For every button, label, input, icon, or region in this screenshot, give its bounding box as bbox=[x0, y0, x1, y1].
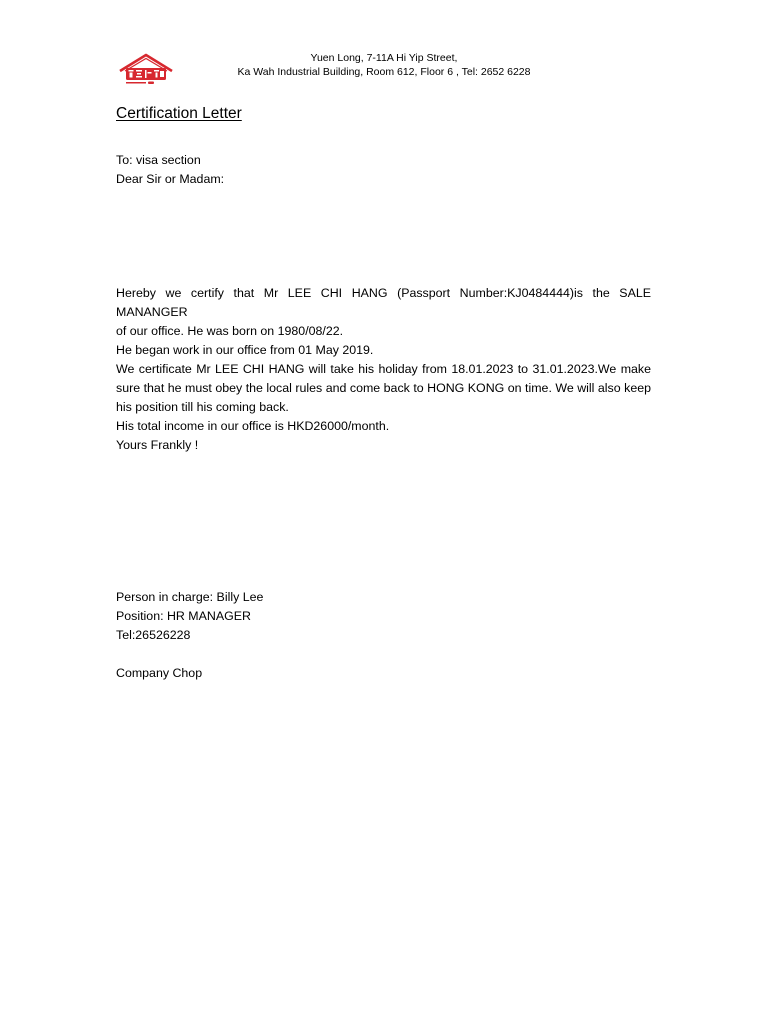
signoff-block bbox=[116, 588, 651, 645]
letter-body bbox=[116, 284, 651, 455]
company-chop-label bbox=[116, 664, 651, 683]
greeting-line: Dear Sir or Madam: bbox=[116, 172, 225, 186]
body-line-7: His total income in our office is HKD26000/month. bbox=[116, 419, 390, 433]
red-house-roof-logo-icon bbox=[117, 52, 175, 88]
company-chop-text: Company Chop bbox=[116, 666, 203, 680]
address-line-1: Yuen Long, 7-11A Hi Yip Street, bbox=[310, 52, 458, 64]
body-line-4: We certificate Mr LEE CHI HANG will take his holiday from 18.01.2023 to 31.01.2023.We make bbox=[116, 362, 651, 376]
letterhead-address bbox=[200, 52, 568, 79]
closing-line: Yours Frankly ! bbox=[116, 438, 199, 452]
body-line-2: of our office. He was born on 1980/08/22. bbox=[116, 324, 344, 338]
address-line-2: Ka Wah Industrial Building, Room 612, Floor 6 , Tel: 2652 6228 bbox=[237, 65, 531, 78]
position-line: Position: HR MANAGER bbox=[116, 609, 251, 623]
letter-title: Certification Letter bbox=[116, 105, 242, 122]
salutation bbox=[116, 151, 651, 189]
tel-line: Tel:26526228 bbox=[116, 628, 191, 642]
body-line-5: sure that he must obey the local rules and come back to HONG KONG on time. We will also keep bbox=[116, 381, 651, 395]
body-line-1: Hereby we certify that Mr LEE CHI HANG (Passport Number:KJ0484444)is the SALE MANANGER bbox=[116, 286, 651, 319]
body-line-6: his position till his coming back. bbox=[116, 400, 289, 414]
body-line-3: He began work in our office from 01 May 2019. bbox=[116, 343, 374, 357]
recipient-line: To: visa section bbox=[116, 153, 201, 167]
person-in-charge: Person in charge: Billy Lee bbox=[116, 590, 264, 604]
